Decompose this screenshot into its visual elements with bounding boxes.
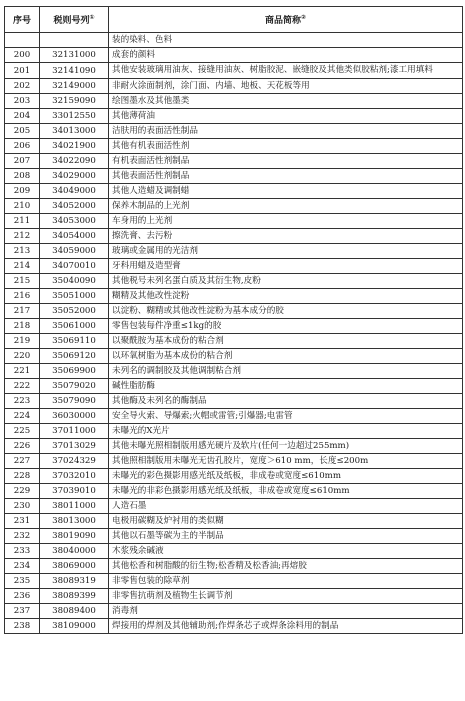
tariff-code-cell: 37032010	[40, 469, 109, 484]
table-row	[5, 304, 463, 319]
product-name-cell: 以环氧树脂为基本成份的粘合剂	[109, 349, 463, 364]
row-number-cell: 204	[5, 109, 40, 124]
product-name-cell: 其他照相制版用未曝光无齿孔胶片，宽度＞610 mm，长度≤200m	[109, 454, 463, 469]
header-name	[109, 7, 463, 33]
header-code	[40, 7, 109, 33]
product-name-cell: 其他未曝光照相制版用感光硬片及软片(任何一边超过255mm)	[109, 439, 463, 454]
product-name-cell: 有机表面活性剂制品	[109, 154, 463, 169]
tariff-code-cell: 35069900	[40, 364, 109, 379]
product-name-cell: 以聚酰胺为基本成份的粘合剂	[109, 334, 463, 349]
continuation-code-cell	[40, 33, 109, 48]
tariff-code-cell: 33012550	[40, 109, 109, 124]
tariff-code-cell: 37039010	[40, 484, 109, 499]
product-name-cell: 车身用的上光剂	[109, 214, 463, 229]
row-number-cell: 238	[5, 619, 40, 634]
header-name-footnote: ②	[300, 14, 307, 21]
tariff-code-cell: 37013029	[40, 439, 109, 454]
product-name-cell: 以淀粉、糊精或其他改性淀粉为基本成分的胶	[109, 304, 463, 319]
table-row	[5, 424, 463, 439]
tariff-code-cell: 34054000	[40, 229, 109, 244]
product-name-cell: 碱性脂肪酶	[109, 379, 463, 394]
continuation-no-cell	[5, 33, 40, 48]
continuation-name-cell: 装的染料、色料	[109, 33, 463, 48]
product-name-cell: 未曝光的彩色摄影用感光纸及纸板，非成卷或宽度≤610mm	[109, 469, 463, 484]
table-row	[5, 529, 463, 544]
product-name-cell: 成套的颜料	[109, 48, 463, 63]
tariff-code-cell: 34021900	[40, 139, 109, 154]
row-number-cell: 201	[5, 63, 40, 79]
table-row	[5, 574, 463, 589]
row-number-cell: 223	[5, 394, 40, 409]
product-name-cell: 保养木制品的上光剂	[109, 199, 463, 214]
product-name-cell: 其他税号未列名蛋白质及其衍生物,皮粉	[109, 274, 463, 289]
tariff-code-cell: 34013000	[40, 124, 109, 139]
tariff-code-cell: 34053000	[40, 214, 109, 229]
product-name-cell: 牙科用蜡及造型膏	[109, 259, 463, 274]
row-number-cell: 234	[5, 559, 40, 574]
row-number-cell: 216	[5, 289, 40, 304]
row-number-cell: 203	[5, 94, 40, 109]
tariff-code-cell: 32159090	[40, 94, 109, 109]
table-row	[5, 139, 463, 154]
tariff-code-cell: 35061000	[40, 319, 109, 334]
row-number-cell: 225	[5, 424, 40, 439]
table-row	[5, 619, 463, 634]
tariff-code-cell: 32141090	[40, 63, 109, 79]
tariff-code-cell: 32149000	[40, 79, 109, 94]
product-name-cell: 其他安装玻璃用油灰、接缝用油灰、树脂胶泥、嵌缝胶及其他类似胶粘剂;漆工用填料	[109, 63, 463, 79]
tariff-code-cell: 38040000	[40, 544, 109, 559]
table-row	[5, 364, 463, 379]
header-name-label: 商品简称	[264, 16, 301, 26]
tariff-code-cell: 34029000	[40, 169, 109, 184]
tariff-code-cell: 38109000	[40, 619, 109, 634]
tariff-code-cell: 32131000	[40, 48, 109, 63]
product-name-cell: 非零售包装的除草剂	[109, 574, 463, 589]
tariff-code-cell: 35069120	[40, 349, 109, 364]
table-row	[5, 214, 463, 229]
row-number-cell: 237	[5, 604, 40, 619]
row-number-cell: 215	[5, 274, 40, 289]
row-number-cell: 228	[5, 469, 40, 484]
row-number-cell: 222	[5, 379, 40, 394]
product-name-cell: 其他表面活性剂制品	[109, 169, 463, 184]
tariff-code-cell: 36030000	[40, 409, 109, 424]
product-name-cell: 未列名的调制胶及其他调制粘合剂	[109, 364, 463, 379]
tariff-table	[4, 6, 463, 634]
tariff-code-cell: 34022090	[40, 154, 109, 169]
table-row	[5, 499, 463, 514]
tariff-code-cell: 37024329	[40, 454, 109, 469]
product-name-cell: 其他以石墨等碳为主的半制品	[109, 529, 463, 544]
product-name-cell: 非零售抗萌剂及植物生长调节剂	[109, 589, 463, 604]
row-number-cell: 202	[5, 79, 40, 94]
table-row	[5, 184, 463, 199]
product-name-cell: 零售包装每件净重≤1kg的胶	[109, 319, 463, 334]
row-number-cell: 218	[5, 319, 40, 334]
product-name-cell: 擦洗膏、去污粉	[109, 229, 463, 244]
tariff-code-cell: 35069110	[40, 334, 109, 349]
row-number-cell: 221	[5, 364, 40, 379]
product-name-cell: 木浆残余碱液	[109, 544, 463, 559]
row-number-cell: 220	[5, 349, 40, 364]
product-name-cell: 其他人造蜡及调制蜡	[109, 184, 463, 199]
row-number-cell: 233	[5, 544, 40, 559]
row-number-cell: 219	[5, 334, 40, 349]
row-number-cell: 214	[5, 259, 40, 274]
row-number-cell: 217	[5, 304, 40, 319]
table-row	[5, 484, 463, 499]
table-header	[5, 7, 463, 33]
row-number-cell: 236	[5, 589, 40, 604]
product-name-cell: 绘图墨水及其他墨类	[109, 94, 463, 109]
table-row	[5, 409, 463, 424]
table-row	[5, 439, 463, 454]
tariff-code-cell: 34052000	[40, 199, 109, 214]
table-row	[5, 79, 463, 94]
row-number-cell: 232	[5, 529, 40, 544]
product-name-cell: 电极用碳糊及炉衬用的类似糊	[109, 514, 463, 529]
tariff-code-cell: 35040090	[40, 274, 109, 289]
product-name-cell: 安全导火索、导爆索;火帽或雷管;引爆器;电雷管	[109, 409, 463, 424]
table-row	[5, 394, 463, 409]
table-row	[5, 109, 463, 124]
row-number-cell: 209	[5, 184, 40, 199]
product-name-cell: 玻璃或金属用的光洁剂	[109, 244, 463, 259]
tariff-code-cell: 35079020	[40, 379, 109, 394]
product-name-cell: 消毒剂	[109, 604, 463, 619]
table-row	[5, 379, 463, 394]
row-number-cell: 206	[5, 139, 40, 154]
row-number-cell: 226	[5, 439, 40, 454]
tariff-code-cell: 34049000	[40, 184, 109, 199]
row-number-cell: 227	[5, 454, 40, 469]
row-number-cell: 235	[5, 574, 40, 589]
row-number-cell: 210	[5, 199, 40, 214]
row-number-cell: 213	[5, 244, 40, 259]
tariff-code-cell: 37011000	[40, 424, 109, 439]
tariff-code-cell: 35079090	[40, 394, 109, 409]
table-row	[5, 454, 463, 469]
product-name-cell: 其他松香和树脂酸的衍生物;松香精及松香油;再熔胶	[109, 559, 463, 574]
tariff-code-cell: 38089319	[40, 574, 109, 589]
table-row	[5, 319, 463, 334]
tariff-code-cell: 38089400	[40, 604, 109, 619]
table-row	[5, 259, 463, 274]
table-row	[5, 334, 463, 349]
row-number-cell: 200	[5, 48, 40, 63]
row-number-cell: 208	[5, 169, 40, 184]
header-code-footnote: ①	[89, 14, 95, 21]
table-row	[5, 244, 463, 259]
table-row	[5, 94, 463, 109]
product-name-cell: 人造石墨	[109, 499, 463, 514]
table-row	[5, 469, 463, 484]
table-row	[5, 589, 463, 604]
tariff-code-cell: 38089399	[40, 589, 109, 604]
table-row	[5, 514, 463, 529]
row-number-cell: 229	[5, 484, 40, 499]
row-number-cell: 231	[5, 514, 40, 529]
product-name-cell: 其他薄荷油	[109, 109, 463, 124]
row-number-cell: 205	[5, 124, 40, 139]
table-row	[5, 289, 463, 304]
tariff-code-cell: 38011000	[40, 499, 109, 514]
tariff-code-cell: 35051000	[40, 289, 109, 304]
product-name-cell: 焊接用的焊剂及其他辅助剂;作焊条芯子或焊条涂料用的制品	[109, 619, 463, 634]
product-name-cell: 其他有机表面活性剂	[109, 139, 463, 154]
table-row	[5, 274, 463, 289]
header-code-label: 税则号列	[53, 16, 90, 26]
row-number-cell: 212	[5, 229, 40, 244]
table-row	[5, 169, 463, 184]
table-row	[5, 199, 463, 214]
product-name-cell: 糊精及其他改性淀粉	[109, 289, 463, 304]
product-name-cell: 洁肤用的表面活性制品	[109, 124, 463, 139]
table-row	[5, 559, 463, 574]
tariff-code-cell: 34059000	[40, 244, 109, 259]
table-row	[5, 124, 463, 139]
row-number-cell: 230	[5, 499, 40, 514]
table-row	[5, 544, 463, 559]
tariff-code-cell: 34070010	[40, 259, 109, 274]
table-row	[5, 604, 463, 619]
row-number-cell: 224	[5, 409, 40, 424]
product-name-cell: 非耐火涂面制剂，涂门面、内墙、地板、天花板等用	[109, 79, 463, 94]
tariff-code-cell: 38019090	[40, 529, 109, 544]
product-name-cell: 未曝光的非彩色摄影用感光纸及纸板，非成卷或宽度≤610mm	[109, 484, 463, 499]
tariff-code-cell: 38069000	[40, 559, 109, 574]
table-row	[5, 154, 463, 169]
row-number-cell: 207	[5, 154, 40, 169]
continuation-row	[5, 33, 463, 48]
tariff-code-cell: 38013000	[40, 514, 109, 529]
table-row	[5, 48, 463, 63]
header-no-label: 序号	[12, 16, 31, 26]
table-row	[5, 229, 463, 244]
product-name-cell: 未曝光的X光片	[109, 424, 463, 439]
table-body	[5, 33, 463, 634]
header-no	[5, 7, 40, 33]
table-row	[5, 63, 463, 79]
product-name-cell: 其他酶及未列名的酶制品	[109, 394, 463, 409]
tariff-code-cell: 35052000	[40, 304, 109, 319]
row-number-cell: 211	[5, 214, 40, 229]
table-row	[5, 349, 463, 364]
